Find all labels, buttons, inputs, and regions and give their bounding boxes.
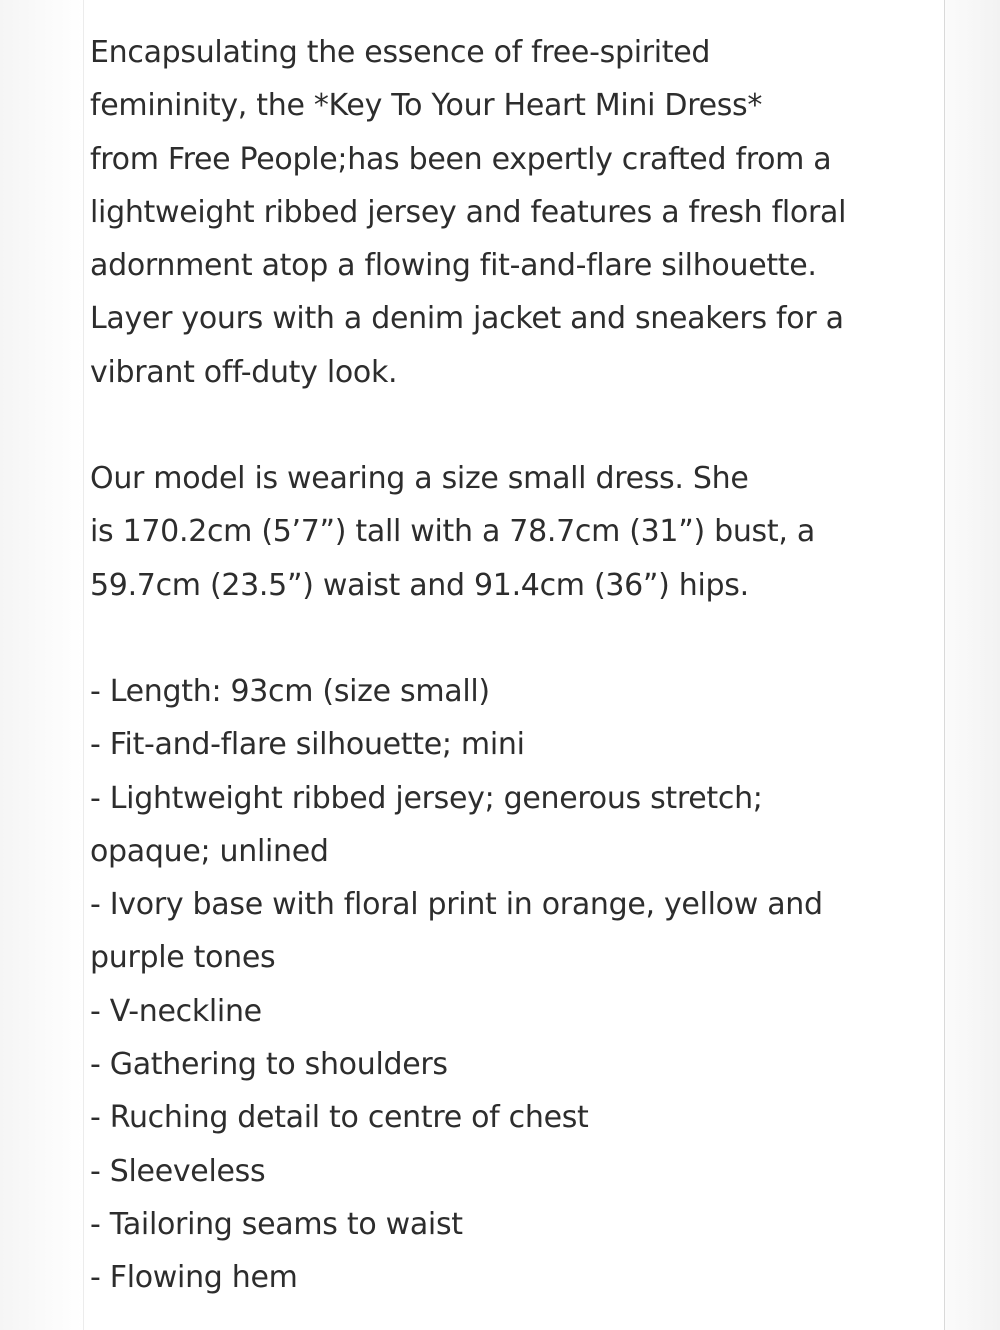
description-card [84, 0, 944, 1330]
feature-item: - Ruching detail to centre of chest [90, 1100, 589, 1136]
product-description [90, 26, 930, 1305]
right-gutter [944, 0, 1000, 1330]
feature-item: - Gathering to shoulders [90, 1047, 448, 1083]
feature-item: - Sleeveless [90, 1153, 266, 1189]
feature-list [90, 665, 930, 1305]
feature-item: - Ivory base with floral print in orange, yellow and purple tones [90, 887, 823, 976]
feature-item: - Tailoring seams to waist [90, 1206, 463, 1242]
feature-item: - Fit-and-flare silhouette; mini [90, 727, 525, 763]
feature-item: - Flowing hem [90, 1260, 298, 1296]
model-info: Our model is wearing a size small dress. She is 170.2cm (5’7”) tall with a 78.7cm (31”) bust, a 59.7cm (23.5”) waist and 91.4cm (36”) hips. [90, 461, 815, 603]
feature-item: - V-neckline [90, 993, 262, 1029]
feature-item: - Length: 93cm (size small) [90, 673, 490, 709]
description-intro: Encapsulating the essence of free-spirited femininity, the *Key To Your Heart Mini Dress* from Free People;has been expertly crafted from a lightweight ribbed jersey and features a fresh floral adornment atop a flowing fit-and-flare silhouette. Layer yours with a denim jacket and sneakers for a vibrant off-duty look. [90, 35, 847, 390]
feature-item: - Lightweight ribbed jersey; generous stretch; opaque; unlined [90, 780, 763, 869]
